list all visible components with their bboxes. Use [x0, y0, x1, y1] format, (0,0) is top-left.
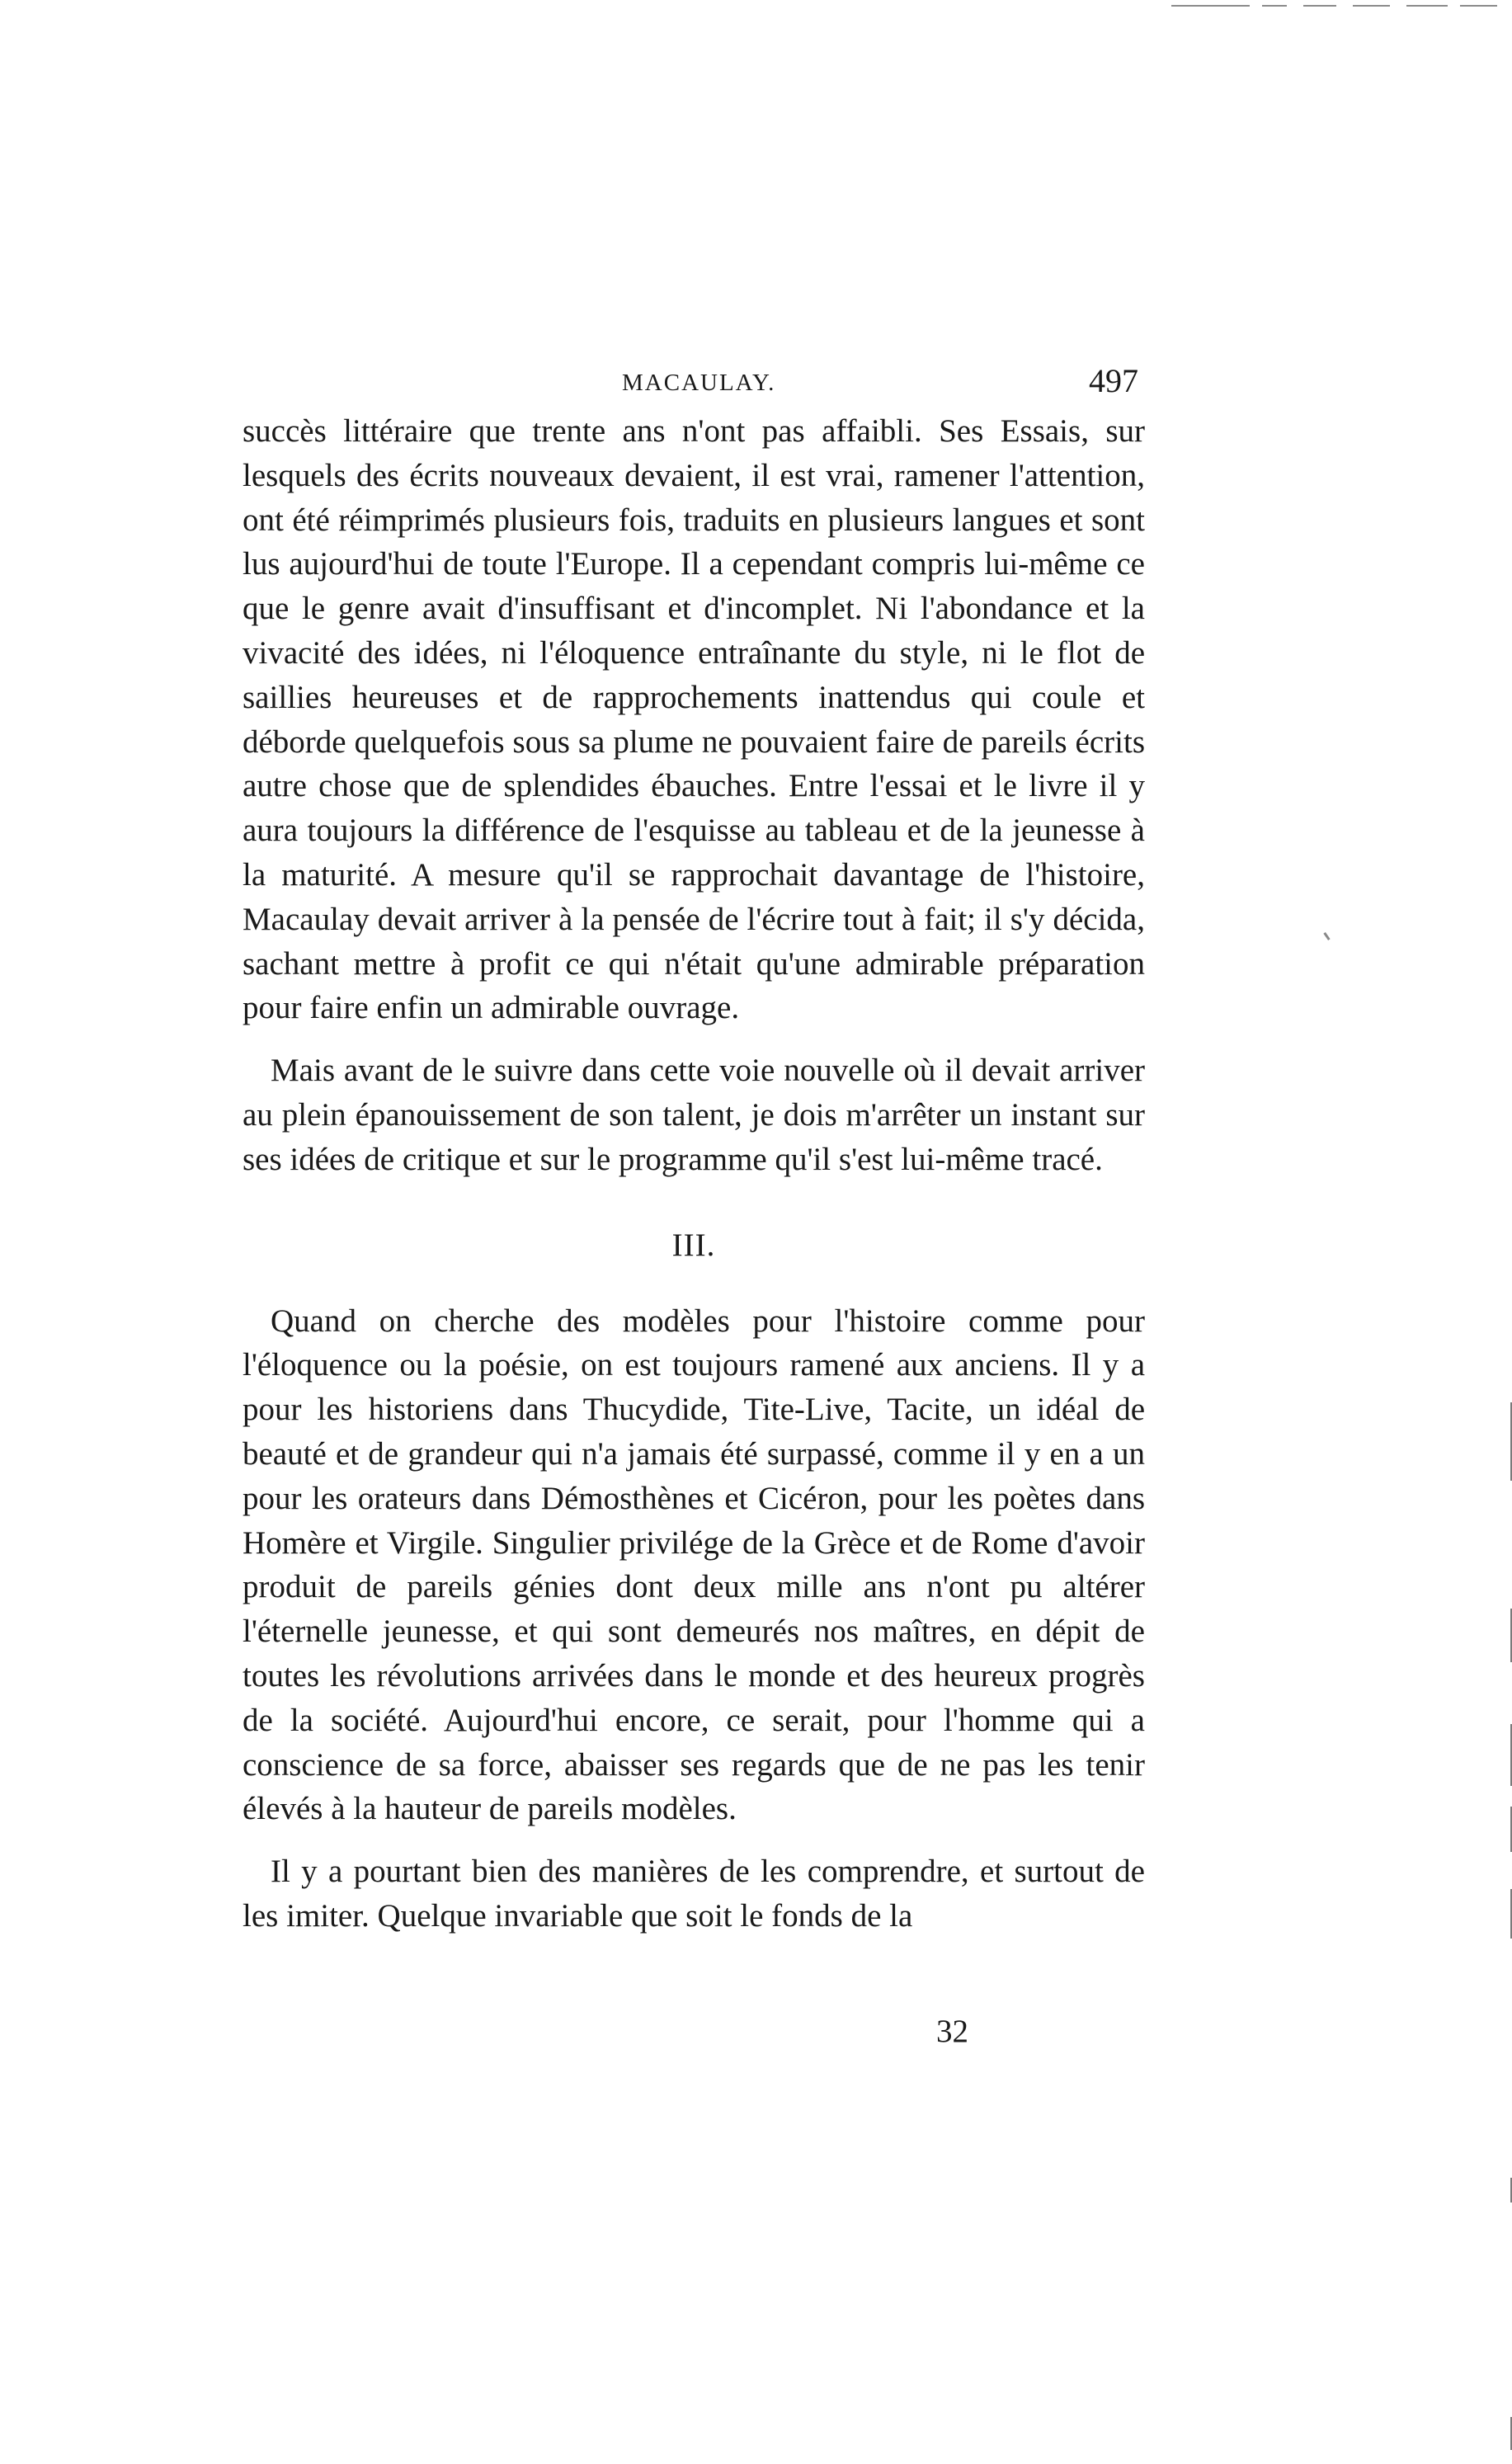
- paragraph: succès littéraire que trente ans n'ont pas affaibli. Ses Essais, sur lesquels des écrits nouveaux devaient, il est vrai, ramener l'attention, ont été réimprimés plusieurs fois, traduits en plusieurs langues et sont lus aujourd'hui de toute l'Europe. Il a cependant compris lui-même ce que le genre avait d'insuffisant et d'incomplet. Ni l'abondance et la vivacité des idées, ni l'éloquence entraînante du style, ni le flot de saillies heureuses et de rapprochements inattendus qui coule et déborde quelquefois sous sa plume ne pouvaient faire de pareils écrits autre chose que de splendides ébauches. Entre l'essai et le livre il y aura toujours la différence de l'esquisse au tableau et de la jeunesse à la maturité. A mesure qu'il se rapprochait davantage de l'histoire, Macaulay devait arriver à la pensée de l'écrire tout à fait; il s'y décida, sachant mettre à profit ce qui n'était qu'une admirable préparation pour faire enfin un admirable ouvrage.: [243, 413, 1145, 1026]
- top-edge-rule: [1406, 5, 1448, 7]
- running-title: MACAULAY.: [622, 370, 776, 396]
- top-edge-rule: [1262, 5, 1287, 7]
- margin-speck: [1323, 932, 1330, 940]
- top-edge-rule: [1171, 5, 1250, 7]
- main-text: [243, 409, 1145, 1939]
- page-header: [243, 355, 1145, 412]
- top-edge-rule: [1353, 5, 1390, 7]
- top-edge-rule: [1303, 5, 1336, 7]
- top-edge-rule: [1460, 5, 1497, 7]
- paragraph: Il y a pourtant bien des manières de les comprendre, et surtout de les imiter. Quelque invariable que soit le fonds de la: [243, 1854, 1145, 1934]
- paragraph: Mais avant de le suivre dans cette voie nouvelle où il devait arriver au plein épanouissement de son talent, je dois m'arrêter un instant sur ses idées de critique et sur le programme qu'il s'est lui-même tracé.: [243, 1053, 1145, 1177]
- paragraph: Quand on cherche des modèles pour l'histoire comme pour l'éloquence ou la poésie, on est toujours ramené aux anciens. Il y a pour les historiens dans Thucydide, Tite-Live, Tacite, un idéal de beauté et de grandeur qui n'a jamais été surpassé, comme il y en a un pour les orateurs dans Démosthènes et Cicéron, pour les poètes dans Homère et Virgile. Singulier privilége de la Grèce et de Rome d'avoir produit de pareils génies dont deux mille ans n'ont pu altérer l'éternelle jeunesse, et qui sont demeurés nos maîtres, en dépit de toutes les révolutions arrivées dans le monde et des heureux progrès de la société. Aujourd'hui encore, ce serait, pour l'homme qui a conscience de sa force, abaisser ses regards que de ne pas les tenir élevés à la hauteur de pareils modèles.: [243, 1303, 1145, 1827]
- page-number: 497: [1089, 362, 1138, 399]
- signature-mark: 32: [936, 2014, 968, 2049]
- section-heading: III.: [671, 1227, 716, 1263]
